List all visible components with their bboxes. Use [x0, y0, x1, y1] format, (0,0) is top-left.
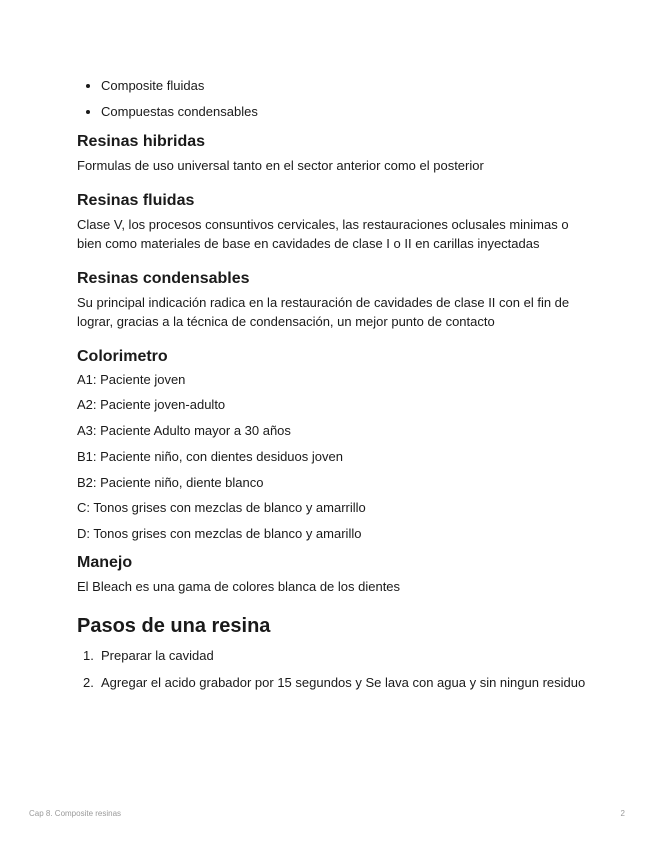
section-body: Clase V, los procesos consuntivos cervicales, las restauraciones oclusales minimas o bien como materiales de base en cavidades de clase I o II en carillas inyectadas — [77, 216, 569, 251]
colorimetro-line: B2: Paciente niño, diente blanco — [77, 474, 264, 490]
steps-list — [77, 646, 587, 692]
step-text: Preparar la cavidad — [101, 648, 214, 664]
step-number: 2. — [83, 674, 94, 690]
section-resinas-condensables — [77, 269, 587, 332]
colorimetro-line: B1: Paciente niño, con dientes desiduos joven — [77, 448, 343, 464]
step-item — [77, 646, 587, 666]
section-resinas-fluidas — [77, 191, 587, 254]
step-text: Agregar el acido grabador por 15 segundos y Se lava con agua y sin ningun residuo — [101, 674, 586, 690]
document-page — [77, 76, 587, 699]
section-resinas-hibridas — [77, 132, 587, 176]
section-heading: Colorimetro — [77, 347, 168, 365]
section-body: El Bleach es una gama de colores blanca de los dientes — [77, 578, 401, 594]
colorimetro-line: A3: Paciente Adulto mayor a 30 años — [77, 423, 291, 439]
bullet-item: Compuestas condensables — [77, 102, 587, 121]
colorimetro-line: A1: Paciente joven — [77, 371, 186, 387]
footer-page-number: 2 — [620, 809, 625, 818]
section-manejo — [77, 553, 587, 597]
colorimetro-line: D: Tonos grises con mezclas de blanco y amarillo — [77, 526, 362, 542]
section-pasos — [77, 613, 587, 692]
bullet-item: Composite fluidas — [77, 76, 587, 95]
section-body: Su principal indicación radica en la restauración de cavidades de clase II con el fin de lograr, gracias a la técnica de condensación, un mejor punto de contacto — [77, 294, 570, 329]
colorimetro-lines — [77, 370, 587, 544]
colorimetro-line: A2: Paciente joven-adulto — [77, 397, 226, 413]
section-heading: Manejo — [77, 553, 133, 571]
section-heading: Resinas condensables — [77, 269, 250, 287]
footer-chapter-title: Cap 8. Composite resinas — [29, 809, 122, 818]
section-heading: Resinas fluidas — [77, 191, 195, 209]
section-heading-large: Pasos de una resina — [77, 615, 271, 638]
colorimetro-line: C: Tonos grises con mezclas de blanco y amarrillo — [77, 500, 366, 516]
section-heading: Resinas hibridas — [77, 133, 206, 150]
section-body: Formulas de uso universal tanto en el sector anterior como el posterior — [77, 158, 484, 173]
step-number: 1. — [83, 648, 94, 664]
step-item — [77, 673, 587, 693]
section-colorimetro — [77, 347, 587, 544]
bullet-list — [77, 76, 587, 121]
